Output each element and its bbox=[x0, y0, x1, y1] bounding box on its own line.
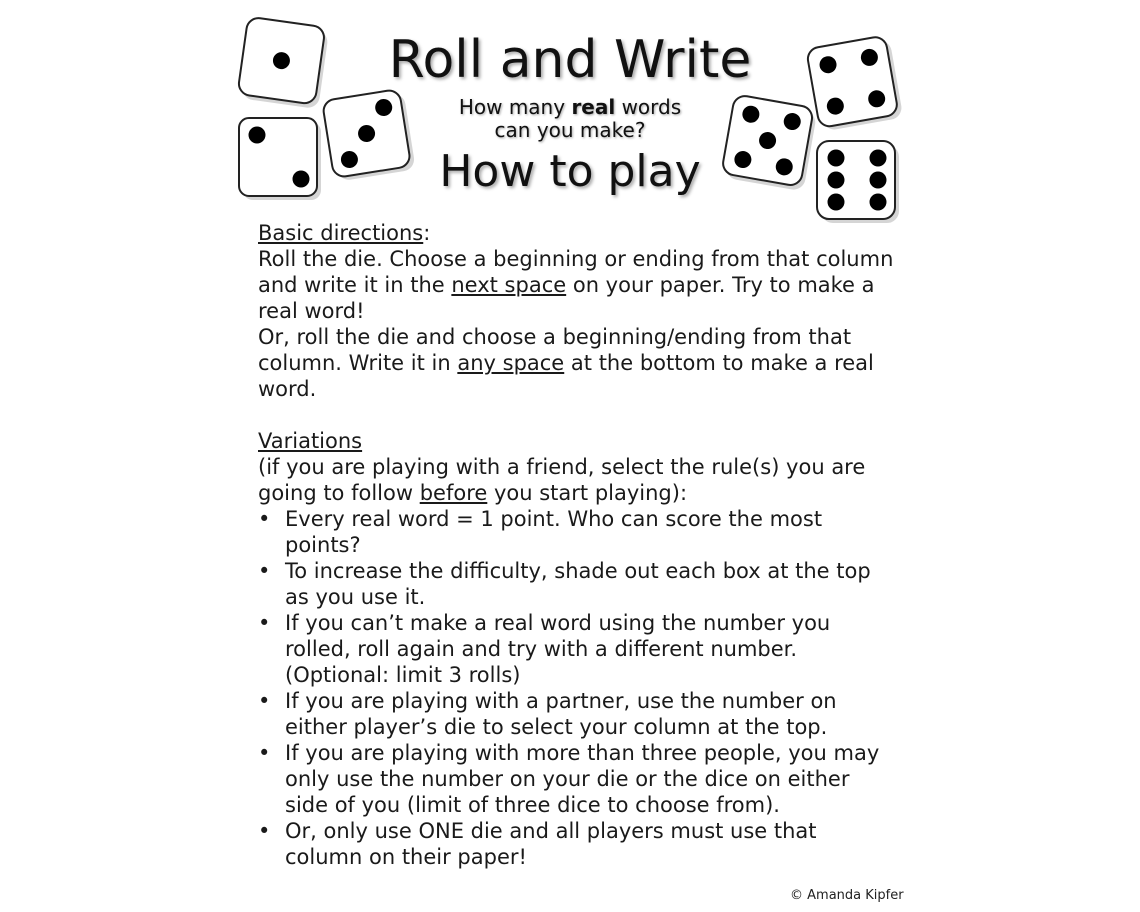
list-item bbox=[258, 506, 898, 558]
subtitle bbox=[420, 96, 720, 142]
rule-text: If you are playing with more than three people, you may only use the number on your die or the dice on either side of you (limit of three dice to choose from). bbox=[285, 741, 880, 817]
bullet: • bbox=[258, 819, 271, 843]
rule-text: Or, only use ONE die and all players must use that column on their paper! bbox=[285, 819, 817, 869]
copyright-notice: © Amanda Kipfer bbox=[790, 888, 904, 903]
rule-text: If you are playing with a partner, use the number on either player’s die to select your column at the top. bbox=[285, 689, 837, 739]
pip bbox=[249, 127, 266, 144]
basic-p2-text-b: at the bottom to make a real word. bbox=[258, 351, 874, 401]
variations-intro-a: (if you are playing with a friend, select the rule(s) you are going to follow bbox=[258, 455, 866, 505]
pip bbox=[870, 172, 887, 189]
basic-p2-underlined: any space bbox=[457, 351, 565, 375]
rule-text: Every real word = 1 point. Who can score the most points? bbox=[285, 507, 823, 557]
pip bbox=[828, 194, 845, 211]
basic-paragraph-2 bbox=[258, 324, 898, 402]
die-five bbox=[724, 98, 816, 190]
spacer bbox=[258, 402, 898, 428]
list-item bbox=[258, 740, 898, 818]
basic-heading-colon: : bbox=[423, 221, 431, 245]
variations-heading bbox=[258, 428, 898, 454]
variations-intro-underlined: before bbox=[419, 481, 488, 505]
list-item bbox=[258, 688, 898, 740]
bullet: • bbox=[258, 559, 271, 583]
rule-text: To increase the difficulty, shade out each box at the top as you use it. bbox=[285, 559, 871, 609]
subtitle-line-1 bbox=[420, 96, 720, 119]
list-item bbox=[258, 818, 898, 870]
how-to-play-heading: How to play bbox=[439, 146, 701, 197]
rule-text: If you can’t make a real word using the number you rolled, roll again and try with a different number. bbox=[285, 611, 831, 661]
basic-p1-text-a: Roll the die. Choose a beginning or ending from that column and write it in the bbox=[258, 247, 894, 297]
bullet: • bbox=[258, 689, 271, 713]
variations-intro bbox=[258, 454, 898, 506]
bullet: • bbox=[258, 611, 271, 635]
basic-p2-text-a: Or, roll the die and choose a beginning/ending from that column. Write it in bbox=[258, 325, 852, 375]
die-six bbox=[814, 138, 902, 226]
basic-directions-heading bbox=[258, 220, 898, 246]
die-three bbox=[326, 92, 414, 180]
pip bbox=[870, 194, 887, 211]
pip bbox=[828, 172, 845, 189]
die-four bbox=[810, 38, 904, 132]
list-item bbox=[258, 610, 898, 688]
subtitle-line-2: can you make? bbox=[494, 118, 646, 142]
subtitle-pre: How many bbox=[458, 95, 572, 119]
list-item bbox=[258, 558, 898, 610]
basic-paragraph-1 bbox=[258, 246, 898, 324]
pip bbox=[870, 150, 887, 167]
bullet: • bbox=[258, 507, 271, 531]
subtitle-post: words bbox=[615, 95, 682, 119]
basic-heading-text: Basic directions bbox=[258, 221, 424, 245]
basic-p1-underlined: next space bbox=[451, 273, 567, 297]
variation-rules-list bbox=[258, 506, 898, 870]
subtitle-bold: real bbox=[571, 95, 616, 119]
die-one bbox=[240, 20, 328, 108]
instructions bbox=[258, 220, 898, 870]
rule-optional-note: (Optional: limit 3 rolls) bbox=[285, 663, 521, 687]
pip bbox=[293, 171, 310, 188]
die-two bbox=[237, 116, 321, 200]
pip bbox=[828, 150, 845, 167]
variations-intro-b: you start playing): bbox=[487, 481, 688, 505]
page-title: Roll and Write bbox=[388, 30, 752, 90]
variations-heading-text: Variations bbox=[258, 429, 363, 453]
basic-p1-text-b: on your paper. Try to make a real word! bbox=[258, 273, 875, 323]
bullet: • bbox=[258, 741, 271, 765]
